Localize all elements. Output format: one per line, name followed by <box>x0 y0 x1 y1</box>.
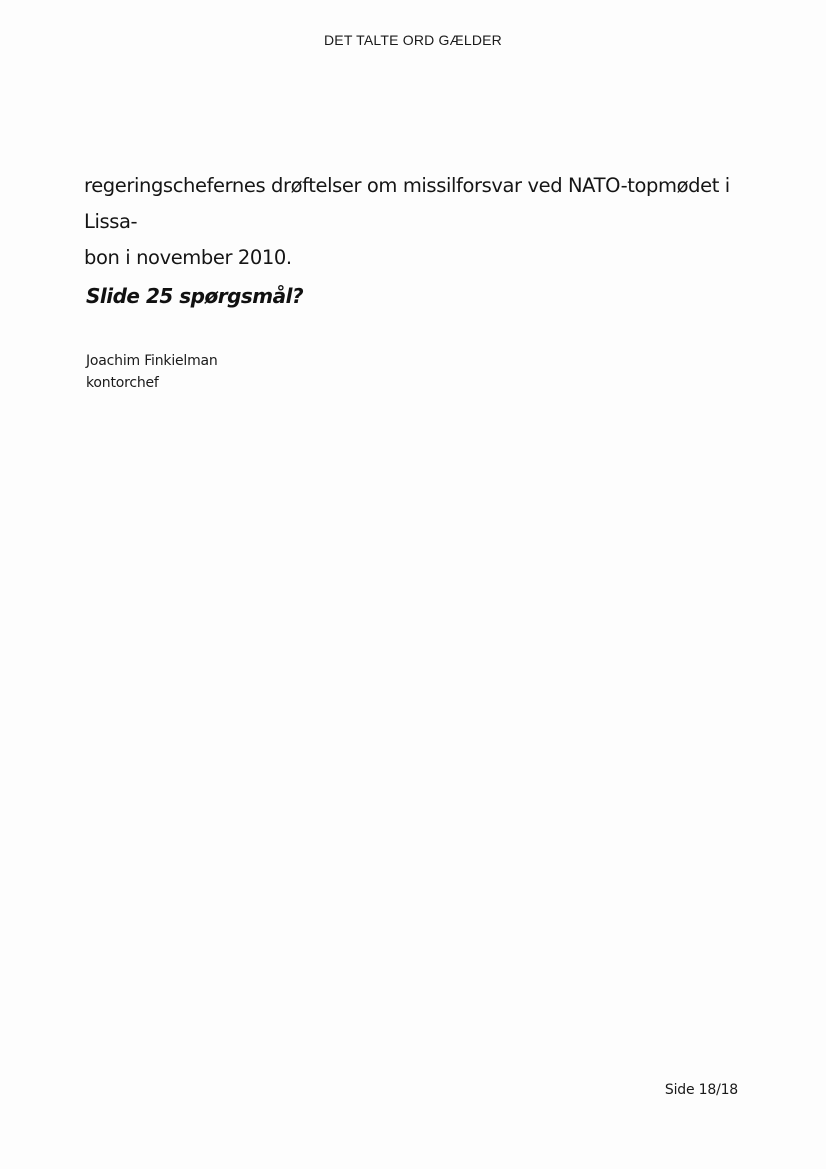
body-line: bon i november 2010. <box>84 246 292 269</box>
page-header: DET TALTE ORD GÆLDER <box>324 32 502 48</box>
body-paragraph <box>84 168 744 276</box>
slide-heading: Slide 25 spørgsmål? <box>86 284 304 308</box>
signature-block <box>86 350 218 394</box>
signature-title: kontorchef <box>86 375 159 391</box>
signature-name: Joachim Finkielman <box>86 353 218 369</box>
body-line: regeringschefernes drøftelser om missilforsvar ved NATO-topmødet i Lissa- <box>84 174 730 233</box>
page-number: Side 18/18 <box>664 1082 738 1098</box>
